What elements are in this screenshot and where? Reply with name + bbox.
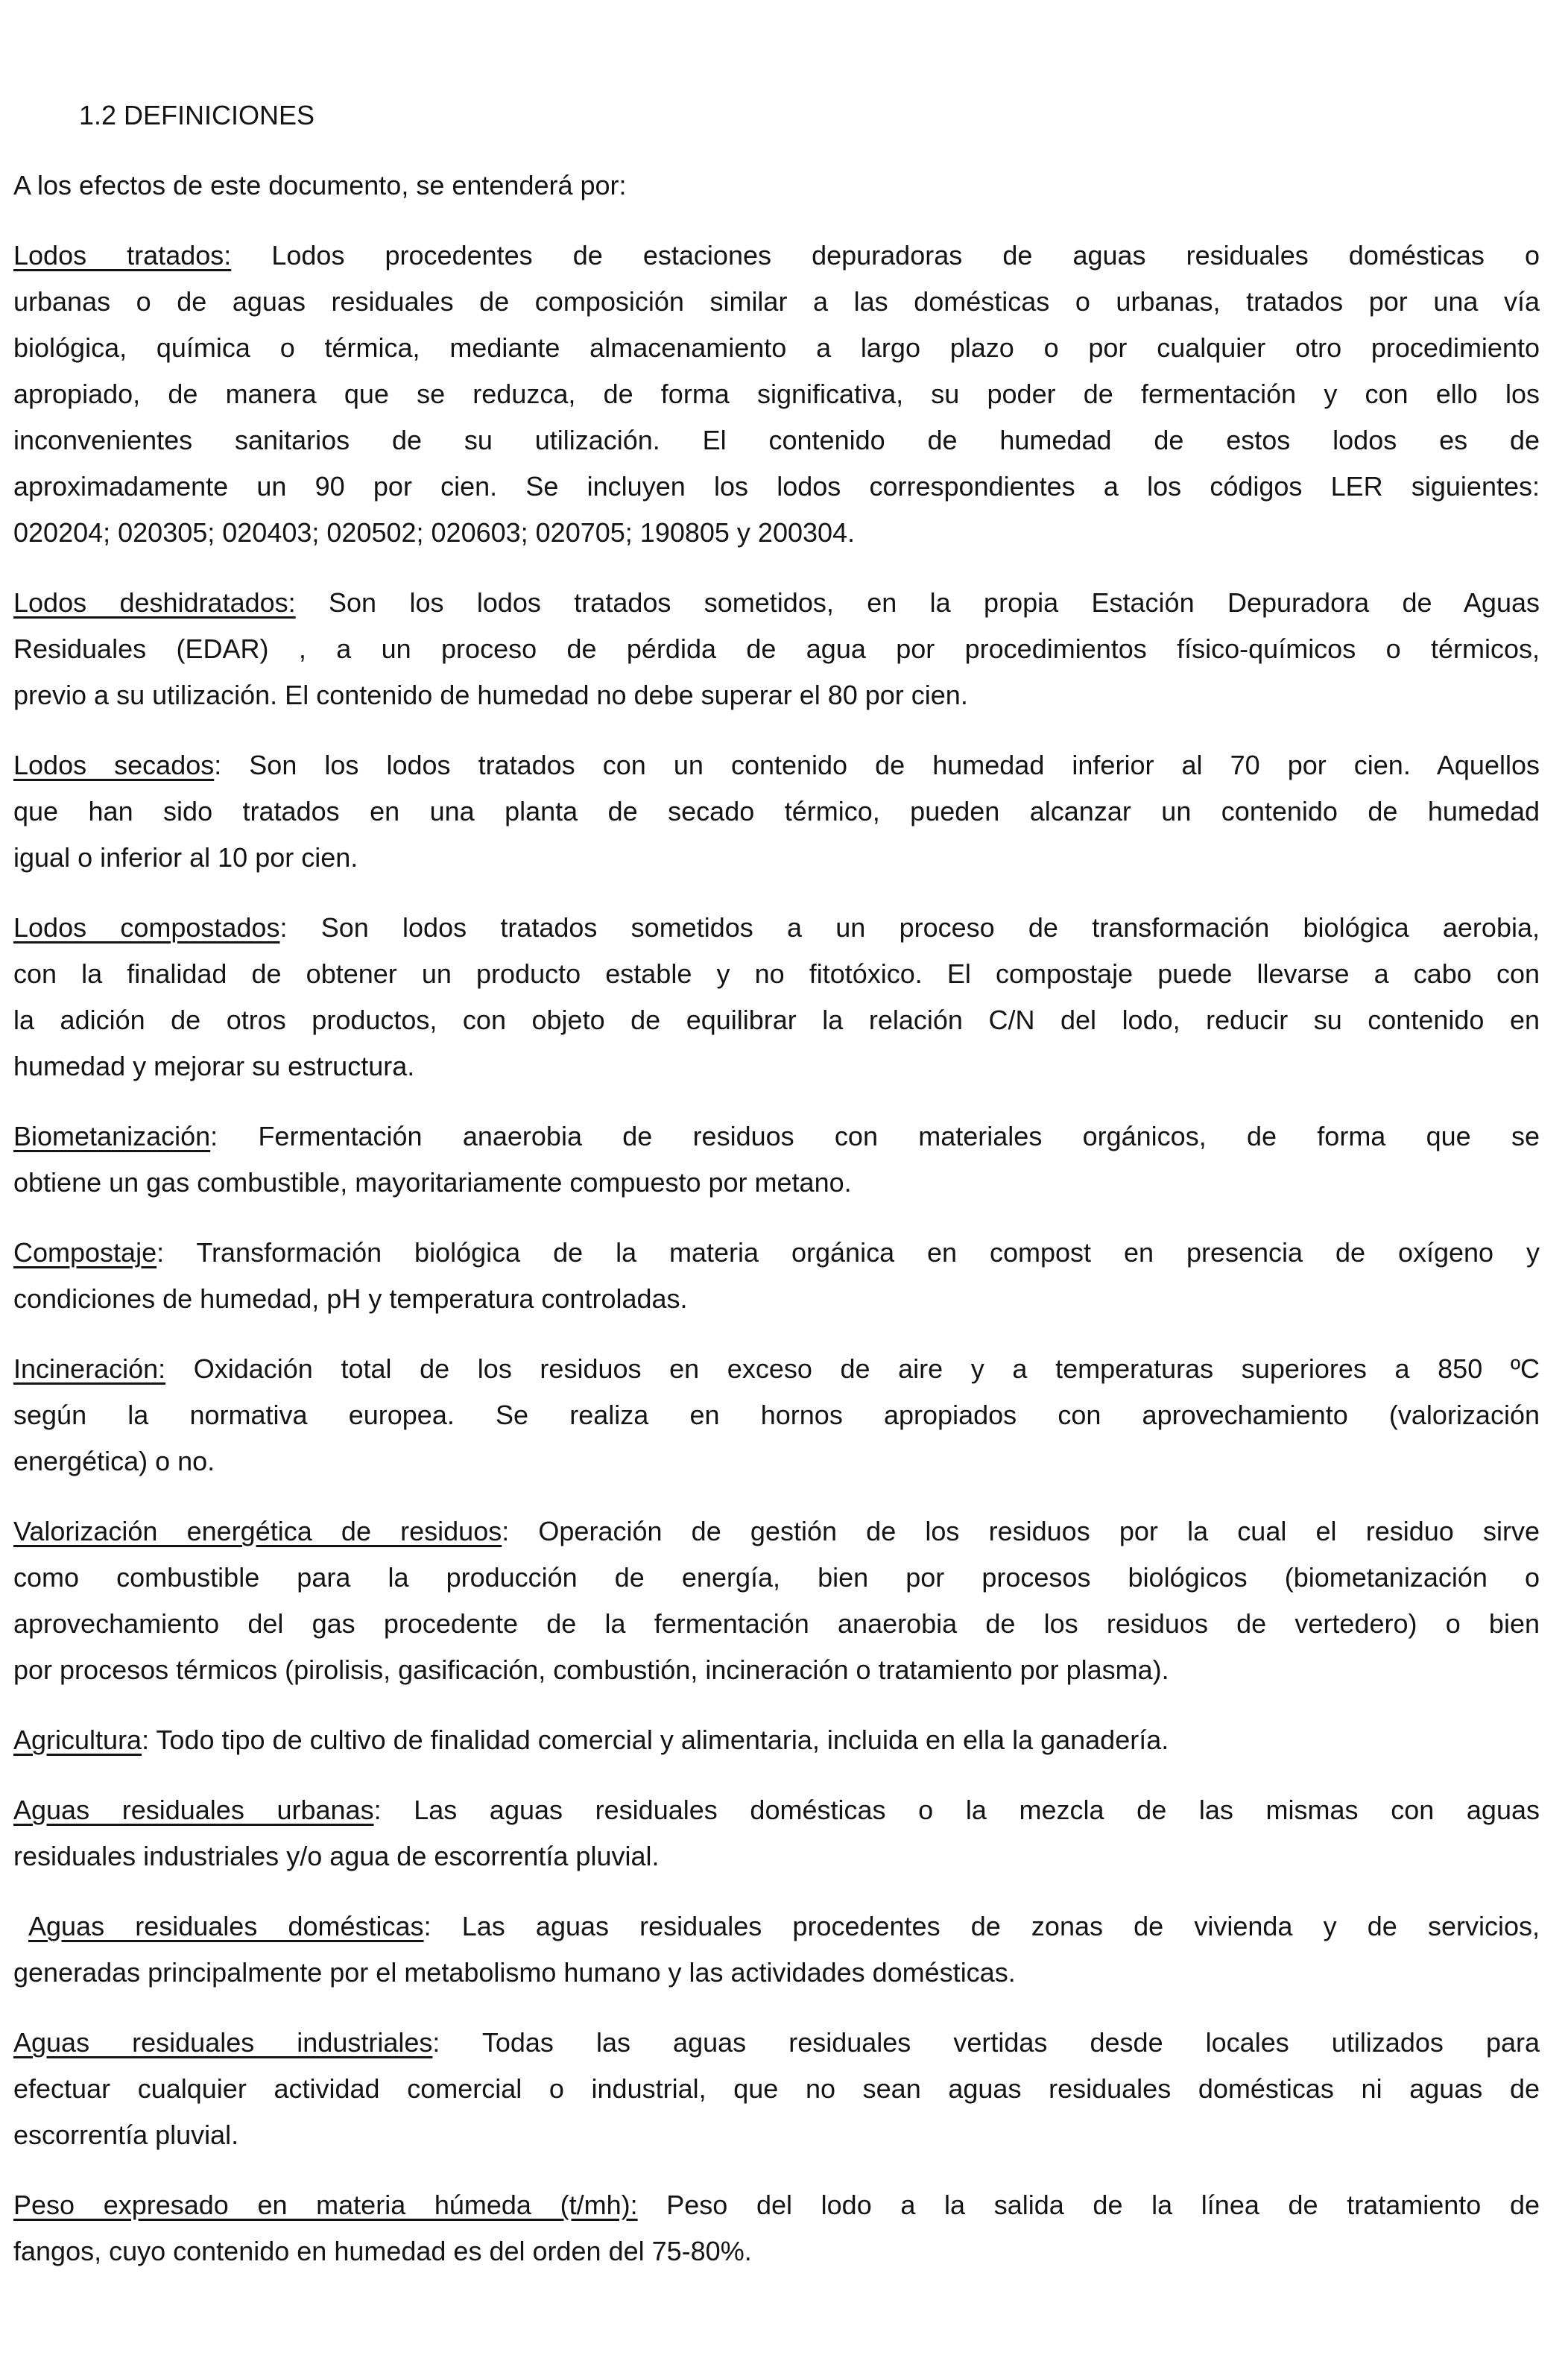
definition-term: Lodos tratados: xyxy=(13,240,232,271)
definition-line xyxy=(13,1160,1540,1206)
definition-text: por procesos térmicos (pirolisis, gasificación, combustión, incineración o tratamiento por plasma). xyxy=(13,1654,1169,1685)
definition-line xyxy=(13,1346,1540,1392)
definition-term: Biometanización xyxy=(13,1121,211,1151)
definition-text: : Son lodos tratados sometidos a un proceso de transformación biológica aerobia, xyxy=(279,912,1540,943)
definition-term: Lodos deshidratados: xyxy=(13,587,296,618)
definition-line xyxy=(13,2182,1540,2228)
definition-line xyxy=(13,1833,1540,1880)
definition-text: escorrentía pluvial. xyxy=(13,2120,239,2150)
definition-term: Aguas residuales domésticas xyxy=(28,1911,424,1941)
definition-term: Incineración: xyxy=(13,1353,166,1384)
definition-paragraph xyxy=(13,1230,1540,1322)
definition-text: residuales industriales y/o agua de escorrentía pluvial. xyxy=(13,1841,660,1871)
definition-text: con la finalidad de obtener un producto estable y no fitotóxico. El compostaje puede llevarse a cabo con xyxy=(13,958,1540,989)
definition-paragraph xyxy=(13,742,1540,881)
definition-paragraph xyxy=(13,233,1540,556)
definition-paragraph xyxy=(13,580,1540,718)
definition-line xyxy=(13,1230,1540,1276)
definition-line xyxy=(13,951,1540,997)
definition-text: urbanas o de aguas residuales de composición similar a las domésticas o urbanas, tratados por una vía xyxy=(13,286,1540,317)
definition-paragraph xyxy=(13,2182,1540,2275)
definition-line xyxy=(13,997,1540,1043)
intro-text: A los efectos de este documento, se entenderá por: xyxy=(13,170,627,200)
definition-paragraph xyxy=(13,1903,1540,1996)
definition-line xyxy=(13,417,1540,464)
definition-line xyxy=(13,371,1540,417)
definition-line xyxy=(13,279,1540,325)
definition-term: Peso expresado en materia húmeda (t/mh): xyxy=(13,2190,638,2220)
definition-line xyxy=(13,1392,1540,1438)
document-page xyxy=(13,92,1540,2298)
definition-line xyxy=(13,788,1540,835)
definition-text: : Son los lodos tratados con un contenido de humedad inferior al 70 por cien. Aquellos xyxy=(214,750,1540,780)
definition-text: Lodos procedentes de estaciones depuradoras de aguas residuales domésticas o xyxy=(231,240,1540,271)
definition-line xyxy=(13,626,1540,672)
definition-text: Oxidación total de los residuos en exceso de aire y a temperaturas superiores a 850 ºC xyxy=(165,1353,1540,1384)
definition-text: como combustible para la producción de energía, bien por procesos biológicos (biometanización o xyxy=(13,1562,1540,1593)
definition-text: aproximadamente un 90 por cien. Se incluyen los lodos correspondientes a los códigos LER siguientes: xyxy=(13,471,1540,502)
section-heading: 1.2 DEFINICIONES xyxy=(79,100,315,130)
definition-line xyxy=(13,2066,1540,2112)
definition-line xyxy=(13,1717,1540,1763)
definition-line xyxy=(13,2228,1540,2275)
definition-text: : Todo tipo de cultivo de finalidad comercial y alimentaria, incluida en ella la ganadería. xyxy=(142,1725,1169,1755)
definition-line xyxy=(13,233,1540,279)
definition-paragraph xyxy=(13,1787,1540,1880)
definition-line xyxy=(13,1950,1540,1996)
definition-line xyxy=(13,905,1540,951)
definition-text: : Todas las aguas residuales vertidas desde locales utilizados para xyxy=(432,2027,1540,2058)
definition-text: obtiene un gas combustible, mayoritariamente compuesto por metano. xyxy=(13,1167,852,1198)
definition-text: Son los lodos tratados sometidos, en la propia Estación Depuradora de Aguas xyxy=(295,587,1540,618)
definition-text: : Las aguas residuales domésticas o la mezcla de las mismas con aguas xyxy=(373,1795,1540,1825)
definition-line xyxy=(13,510,1540,556)
definition-term: Aguas residuales industriales xyxy=(13,2027,433,2058)
definition-text: igual o inferior al 10 por cien. xyxy=(13,842,358,873)
definition-text: inconvenientes sanitarios de su utilización. El contenido de humedad de estos lodos es de xyxy=(13,425,1540,455)
definition-text: energética) o no. xyxy=(13,1446,215,1476)
definition-line xyxy=(13,742,1540,788)
definition-line xyxy=(13,1508,1540,1555)
definition-line xyxy=(13,1601,1540,1647)
definition-line xyxy=(13,1555,1540,1601)
definition-paragraph xyxy=(13,2020,1540,2158)
definition-text: biológica, química o térmica, mediante almacenamiento a largo plazo o por cualquier otro procedimiento xyxy=(13,332,1540,363)
definition-text: : Las aguas residuales procedentes de zonas de vivienda y de servicios, xyxy=(423,1911,1540,1941)
definition-line xyxy=(13,1113,1540,1160)
definition-line xyxy=(13,2020,1540,2066)
definition-text: según la normativa europea. Se realiza en hornos apropiados con aprovechamiento (valorización xyxy=(13,1400,1540,1430)
definition-text: efectuar cualquier actividad comercial o industrial, que no sean aguas residuales domésticas ni aguas de xyxy=(13,2073,1540,2104)
definition-text: Residuales (EDAR) , a un proceso de pérdida de agua por procedimientos físico-químicos o térmicos, xyxy=(13,633,1540,664)
definition-term: Lodos secados xyxy=(13,750,215,780)
definition-term: Agricultura xyxy=(13,1725,142,1755)
definition-text: Peso del lodo a la salida de la línea de tratamiento de xyxy=(637,2190,1540,2220)
definition-line xyxy=(13,325,1540,371)
definition-line xyxy=(13,835,1540,881)
definition-line xyxy=(13,1276,1540,1322)
definition-text: la adición de otros productos, con objeto de equilibrar la relación C/N del lodo, reducir su contenido en xyxy=(13,1005,1540,1035)
definition-term: Aguas residuales urbanas xyxy=(13,1795,374,1825)
definition-line xyxy=(13,580,1540,626)
definition-line xyxy=(13,1438,1540,1485)
definition-line xyxy=(13,1647,1540,1693)
definition-text: aprovechamiento del gas procedente de la fermentación anaerobia de los residuos de vertedero) o bien xyxy=(13,1608,1540,1639)
definition-term: Lodos compostados xyxy=(13,912,280,943)
definition-text: : Transformación biológica de la materia orgánica en compost en presencia de oxígeno y xyxy=(157,1237,1540,1268)
definition-line xyxy=(13,1787,1540,1833)
definition-paragraph xyxy=(13,905,1540,1090)
definition-text: 020204; 020305; 020403; 020502; 020603; 020705; 190805 y 200304. xyxy=(13,517,856,548)
definition-line xyxy=(13,464,1540,510)
definition-paragraph xyxy=(13,1717,1540,1763)
definition-term: Compostaje xyxy=(13,1237,157,1268)
definition-term: Valorización energética de residuos xyxy=(13,1516,502,1546)
definition-text: generadas principalmente por el metabolismo humano y las actividades domésticas. xyxy=(13,1957,1016,1988)
definition-paragraph xyxy=(13,1346,1540,1485)
definition-text: apropiado, de manera que se reduzca, de forma significativa, su poder de fermentación y con ello los xyxy=(13,379,1540,409)
definition-paragraph xyxy=(13,1113,1540,1206)
definition-line xyxy=(13,2112,1540,2158)
definition-text: condiciones de humedad, pH y temperatura controladas. xyxy=(13,1283,688,1314)
definition-line xyxy=(13,672,1540,718)
definition-text: que han sido tratados en una planta de secado térmico, pueden alcanzar un contenido de humedad xyxy=(13,796,1540,826)
definitions-list xyxy=(13,233,1540,2275)
definition-text: humedad y mejorar su estructura. xyxy=(13,1051,415,1081)
definition-line xyxy=(13,1903,1540,1950)
definition-line xyxy=(13,1043,1540,1090)
definition-text: fangos, cuyo contenido en humedad es del orden del 75-80%. xyxy=(13,2236,752,2266)
definition-paragraph xyxy=(13,1508,1540,1693)
definition-text: previo a su utilización. El contenido de humedad no debe superar el 80 por cien. xyxy=(13,680,968,710)
definition-text: : Operación de gestión de los residuos por la cual el residuo sirve xyxy=(502,1516,1540,1546)
definition-text: : Fermentación anaerobia de residuos con materiales orgánicos, de forma que se xyxy=(210,1121,1540,1151)
